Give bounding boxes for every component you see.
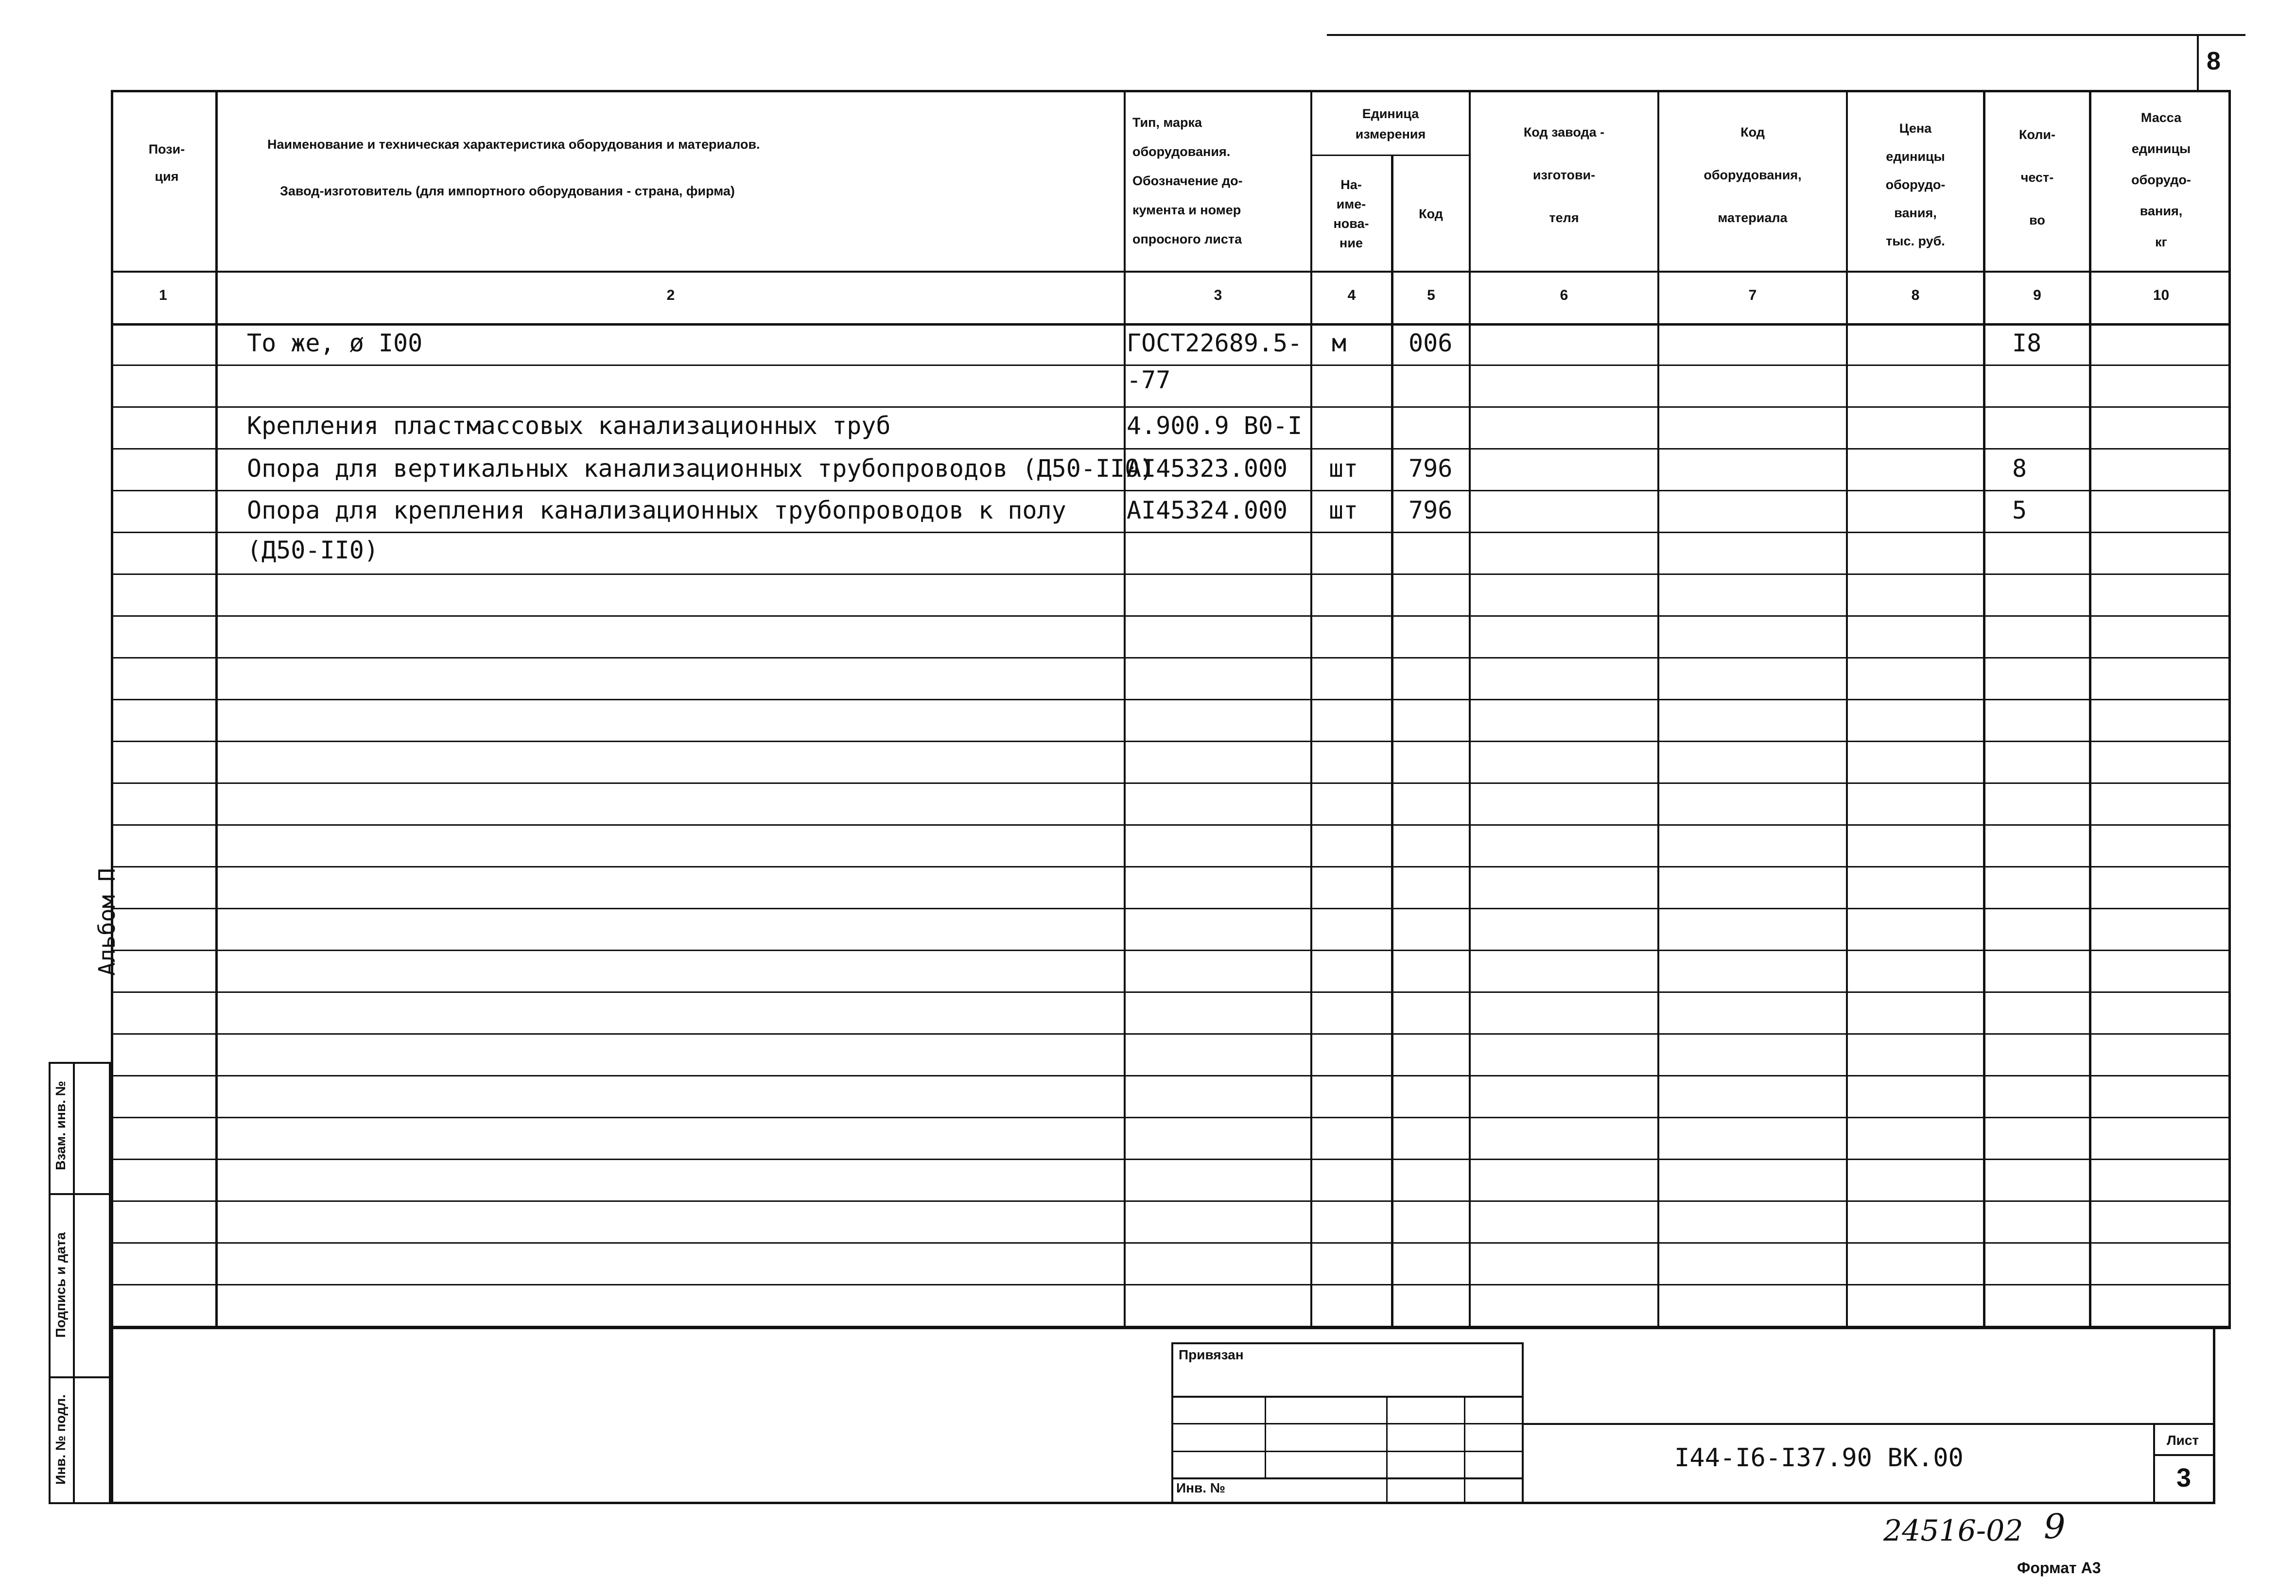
row-5-code: 796 (1409, 496, 1453, 524)
side-strip-divider (73, 1062, 75, 1504)
colnum-2: 2 (666, 287, 675, 303)
row-rule-16 (111, 991, 2231, 993)
row-4-name: Опора для вертикальных канализационных трубопроводов (Д50-II0) (247, 454, 1154, 483)
header-mass: Масса единицы оборудо- вания, кг (2131, 110, 2191, 249)
corner-page-number: 8 (2207, 47, 2221, 75)
sheet-number: 3 (2176, 1463, 2192, 1492)
attached-col-1 (1265, 1396, 1266, 1477)
format-label: Формат А3 (2017, 1559, 2101, 1577)
handwritten-number: 24516-02 (1883, 1514, 2023, 1548)
attached-rule-4 (1171, 1477, 1524, 1479)
row-1-doc: ГОСТ22689.5- (1127, 329, 1303, 357)
header-position: Пози- ция (148, 142, 185, 184)
row-3-name: Крепления пластмассовых канализационных труб (247, 412, 891, 440)
colnum-3: 3 (1214, 287, 1222, 303)
side-replaced-label: Взам. инв. № (53, 1081, 68, 1170)
row-rule-6 (111, 573, 2231, 575)
designation-top-rule (1524, 1423, 2215, 1425)
colnum-6: 6 (1560, 287, 1568, 303)
row-2-doc: -77 (1127, 366, 1171, 394)
row-5-doc: АI45324.000 (1127, 496, 1288, 524)
row-rule-20 (111, 1159, 2231, 1160)
row-1-unit: м (1332, 329, 1347, 357)
unit-subheader-rule (1312, 155, 1469, 156)
header-quantity: Коли- чест- во (2018, 127, 2056, 227)
row-rule-14 (111, 908, 2231, 909)
sheet-label: Лист (2167, 1433, 2199, 1448)
row-rule-10 (111, 741, 2231, 742)
row-4-code: 796 (1409, 454, 1453, 483)
row-5-name: Опора для крепления канализационных трубопроводов к полу (247, 496, 1066, 524)
album-label: Альбом П (94, 868, 120, 976)
row-4-qty: 8 (2012, 454, 2027, 483)
row-rule-22 (111, 1242, 2231, 1244)
row-rule-12 (111, 824, 2231, 826)
header-name-line2: Завод-изготовитель (для импортного оборудования - страна, фирма) (280, 184, 735, 198)
colnum-9: 9 (2033, 287, 2041, 303)
row-4-doc: АI45323.000 (1127, 454, 1288, 483)
colnum-7: 7 (1748, 287, 1757, 303)
row-3-doc: 4.900.9 В0-I (1127, 412, 1303, 440)
row-rule-15 (111, 950, 2231, 951)
row-1-qty: I8 (2012, 329, 2042, 357)
top-rule (1327, 34, 2245, 36)
row-5-unit: шт (1329, 496, 1358, 524)
side-signature-label: Подпись и дата (53, 1232, 68, 1338)
row-rule-17 (111, 1033, 2231, 1035)
attached-col-2 (1386, 1396, 1388, 1504)
side-strip-row-1 (49, 1193, 111, 1195)
header-unit-code: Код (1419, 207, 1443, 221)
row-5-qty: 5 (2012, 496, 2027, 524)
attached-label: Привязан (1179, 1347, 1244, 1362)
attached-col-3 (1464, 1396, 1465, 1504)
attached-rule-2 (1171, 1423, 1524, 1424)
row-rule-21 (111, 1200, 2231, 1202)
colnum-8: 8 (1911, 287, 1920, 303)
row-1-name: То же, ø I00 (247, 329, 423, 357)
corner-box-left (2197, 34, 2199, 92)
inv-no-label: Инв. № (1176, 1480, 1226, 1495)
row-rule-11 (111, 782, 2231, 784)
row-rule-23 (111, 1284, 2231, 1285)
row-4-unit: шт (1329, 454, 1358, 483)
row-rule-8 (111, 657, 2231, 659)
attached-rule-3 (1171, 1451, 1524, 1452)
row-rule-19 (111, 1117, 2231, 1118)
colnum-4: 4 (1347, 287, 1356, 303)
colnum-10: 10 (2153, 287, 2170, 303)
bottom-frame (111, 1327, 2215, 1504)
row-rule-5 (111, 532, 2231, 533)
header-type-mark: Тип, марка оборудования. Обозначение до- кумента и номер опросного листа (1132, 115, 1243, 246)
col-line-4 (1391, 156, 1393, 1329)
row-6-name: (Д50-II0) (247, 536, 379, 564)
colnum-5: 5 (1427, 287, 1435, 303)
header-name-line1: Наименование и техническая характеристика оборудования и материалов. (267, 137, 760, 152)
row-rule-9 (111, 699, 2231, 700)
row-rule-7 (111, 615, 2231, 617)
sheet-box-rule (2153, 1454, 2215, 1456)
header-unit-name: На- име- нова- ние (1333, 177, 1369, 250)
document-designation: I44-I6-I37.90 ВК.00 (1674, 1443, 1964, 1473)
header-rule (111, 271, 2231, 273)
row-rule-1 (111, 364, 2231, 366)
handwritten-page: 9 (2044, 1507, 2066, 1546)
header-price: Цена единицы оборудо- вания, тыс. руб. (1885, 121, 1946, 248)
colnum-1: 1 (159, 287, 167, 303)
row-1-code: 006 (1409, 329, 1453, 357)
row-rule-13 (111, 866, 2231, 867)
header-equipment-code: Код оборудования, материала (1704, 125, 1802, 225)
header-factory-code: Код завода - изготови- теля (1523, 125, 1605, 225)
side-original-label: Инв. № подл. (53, 1394, 68, 1485)
row-rule-18 (111, 1075, 2231, 1076)
header-unit-group: Единица измерения (1355, 106, 1426, 141)
attached-rule-1 (1171, 1396, 1524, 1398)
